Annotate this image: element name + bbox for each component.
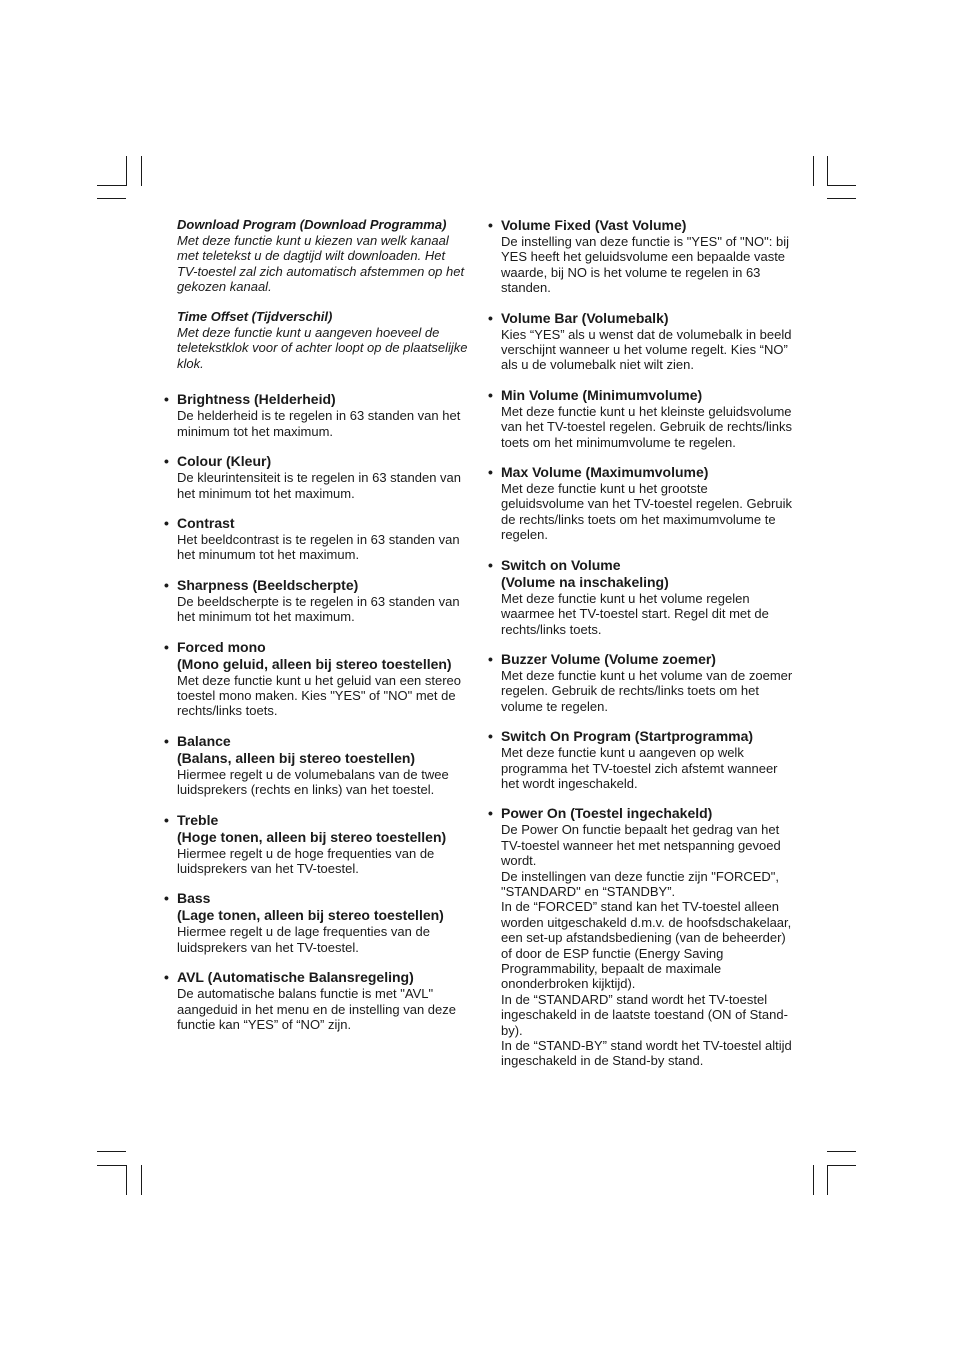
setting-description: Het beeldcontrast is te regelen in 63 standen van het minumum tot het maximum. xyxy=(177,531,460,563)
bullet: • xyxy=(488,728,493,745)
setting-sharpness xyxy=(164,577,469,625)
crop-mark xyxy=(141,1165,142,1195)
setting-description: De instelling van deze functie is "YES" of "NO": bij YES heeft het geluidsvolume een bepaalde vaste waarde, bij NO is het volume te regelen in 63 standen. xyxy=(501,234,789,296)
crop-mark xyxy=(97,185,126,186)
setting-avl xyxy=(164,969,469,1032)
setting-power-on xyxy=(488,805,793,1069)
setting-title: Buzzer Volume (Volume zoemer) xyxy=(501,650,716,667)
bullet: • xyxy=(164,453,169,470)
setting-forced-mono xyxy=(164,639,469,719)
setting-title: Volume Fixed (Vast Volume) xyxy=(501,217,687,233)
setting-title: Sharpness (Beeldscherpte) xyxy=(177,576,359,593)
setting-min-volume xyxy=(488,387,793,450)
bullet: • xyxy=(488,309,493,326)
bullet: • xyxy=(488,464,493,481)
bullet: • xyxy=(164,638,169,655)
crop-mark xyxy=(813,156,814,186)
bullet: • xyxy=(164,811,169,828)
setting-description: Met deze functie kunt u het kleinste geluidsvolume van het TV-toestel regelen. Gebruik de rechts/links toets om het minimumvolume te regelen. xyxy=(501,403,792,450)
bullet: • xyxy=(164,391,169,408)
crop-mark xyxy=(126,156,127,186)
setting-description: De beeldscherpte is te regelen in 63 standen van het minimum tot het maximum. xyxy=(177,593,460,625)
setting-description: De helderheid is te regelen in 63 standen van het minimum tot het maximum. xyxy=(177,408,461,439)
intro-title: Time Offset (Tijdverschil) xyxy=(177,308,333,324)
setting-title: Bass (Lage tonen, alleen bij stereo toestellen) xyxy=(177,890,444,924)
setting-title: Colour (Kleur) xyxy=(177,453,272,470)
setting-description: Hiermee regelt u de volumebalans van de twee luidsprekers (rechts en links) van het toestel. xyxy=(177,766,449,798)
setting-title: Brightness (Helderheid) xyxy=(177,391,336,408)
setting-contrast xyxy=(164,515,469,563)
setting-volume-fixed xyxy=(488,217,793,296)
bullet: • xyxy=(488,556,493,573)
setting-title: AVL (Automatische Balansregeling) xyxy=(177,969,414,986)
setting-title: Treble (Hoge tonen, alleen bij stereo toestellen) xyxy=(177,811,447,845)
crop-mark xyxy=(827,156,828,186)
setting-description: Hiermee regelt u de lage frequenties van de luidsprekers van het TV-toestel. xyxy=(177,924,430,955)
bullet: • xyxy=(488,650,493,667)
setting-description: Met deze functie kunt u het grootste geluidsvolume van het TV-toestel regelen. Gebruik de rechts/links toets om het maximumvolume te regelen. xyxy=(501,481,792,543)
bullet: • xyxy=(164,514,169,531)
setting-treble xyxy=(164,812,469,877)
setting-description: Met deze functie kunt u het volume van de zoemer regelen. Gebruik de rechts/links toets om het volume te regelen. xyxy=(501,667,793,714)
setting-description: Met deze functie kunt u aangeven op welk programma het TV-toestel zich afstemt wanneer het wordt ingeschakeld. xyxy=(501,745,778,791)
setting-title: Switch On Program (Startprogramma) xyxy=(501,728,754,745)
bullet: • xyxy=(488,805,493,822)
bullet: • xyxy=(164,969,169,986)
crop-mark xyxy=(126,1165,127,1195)
setting-brightness xyxy=(164,391,469,439)
setting-title: Power On (Toestel ingechakeld) xyxy=(501,805,713,822)
bullet: • xyxy=(164,576,169,593)
crop-mark xyxy=(141,156,142,186)
left-column xyxy=(164,217,469,1046)
setting-description: Met deze functie kunt u het volume regelen waarmee het TV-toestel start. Regel dit met de rechts/links toets. xyxy=(501,590,769,637)
crop-mark xyxy=(827,1165,828,1195)
crop-mark xyxy=(813,1165,814,1195)
crop-mark xyxy=(97,198,126,199)
bullet: • xyxy=(488,386,493,403)
intro-text: Met deze functie kunt u kiezen van welk kanaal met teletekst u de dagtijd wilt downloaden. Het TV-toestel zal zich automatisch afstemmen op het gekozen kanaal. xyxy=(177,232,465,295)
setting-description: De kleurintensiteit is te regelen in 63 standen van het minimum tot het maximum. xyxy=(177,470,462,501)
setting-switch-on-volume xyxy=(488,557,793,637)
setting-colour xyxy=(164,453,469,501)
intro-title: Download Program (Download Programma) xyxy=(177,217,447,232)
crop-mark xyxy=(827,185,856,186)
intro-block-time-offset xyxy=(177,309,469,371)
bullet: • xyxy=(488,217,493,233)
bullet: • xyxy=(164,732,169,749)
intro-block-download-program xyxy=(177,217,469,295)
setting-title: Volume Bar (Volumebalk) xyxy=(501,309,669,326)
setting-title: Max Volume (Maximumvolume) xyxy=(501,464,709,481)
right-column xyxy=(488,217,793,1083)
setting-description: De Power On functie bepaalt het gedrag van het TV-toestel wanneer het met netspanning gevoed wordt. De instellingen van deze functie zijn "FORCED", "STANDARD" en “STANDBY”. In de “FORCED” stand kan het TV-toestel alleen worden uitgeschakeld d.m.v. de hoofsdschakelaar, een set-up afstandsbediening (van de beheerder) of door de ESP functie (Energy Saving Programmability, bepaalt de maximale ononderbroken kijktijd). In de “STANDARD” stand wordt het TV-toestel ingeschakeld in de laatste toestand (ON of Stand-by). In de “STAND-BY” stand wordt het TV-toestel altijd ingeschakeld in de Stand-by stand. xyxy=(501,822,792,1069)
setting-description: Kies “YES” als u wenst dat de volumebalk in beeld verschijnt wanneer u het volume regelt. Kies “NO” als u de volumebalk niet wilt zien. xyxy=(501,326,792,373)
setting-bass xyxy=(164,890,469,955)
setting-balance xyxy=(164,733,469,798)
setting-buzzer-volume xyxy=(488,651,793,714)
crop-mark xyxy=(827,198,856,199)
setting-description: De automatische balans functie is met "AVL" aangeduid in het menu en de instelling van deze functie kan “YES” of “NO” zijn. xyxy=(177,986,456,1033)
intro-text: Met deze functie kunt u aangeven hoeveel de teletekstklok voor of achter loopt op de plaatselijke klok. xyxy=(177,324,468,371)
setting-title: Min Volume (Minimumvolume) xyxy=(501,386,703,403)
crop-mark xyxy=(97,1151,126,1152)
setting-volume-bar xyxy=(488,310,793,373)
setting-max-volume xyxy=(488,464,793,543)
setting-description: Met deze functie kunt u het geluid van een stereo toestel mono maken. Kies "YES" of "NO" met de rechts/links toets. xyxy=(177,672,462,719)
setting-title: Contrast xyxy=(177,514,235,531)
crop-mark xyxy=(827,1165,856,1166)
setting-description: Hiermee regelt u de hoge frequenties van de luidsprekers van het TV-toestel. xyxy=(177,845,435,877)
setting-title: Switch on Volume (Volume na inschakeling) xyxy=(501,556,669,590)
setting-title: Forced mono (Mono geluid, alleen bij stereo toestellen) xyxy=(177,638,452,672)
crop-mark xyxy=(827,1151,856,1152)
setting-switch-on-program xyxy=(488,728,793,791)
bullet: • xyxy=(164,890,169,907)
setting-title: Balance (Balans, alleen bij stereo toestellen) xyxy=(177,732,416,766)
crop-mark xyxy=(97,1165,126,1166)
